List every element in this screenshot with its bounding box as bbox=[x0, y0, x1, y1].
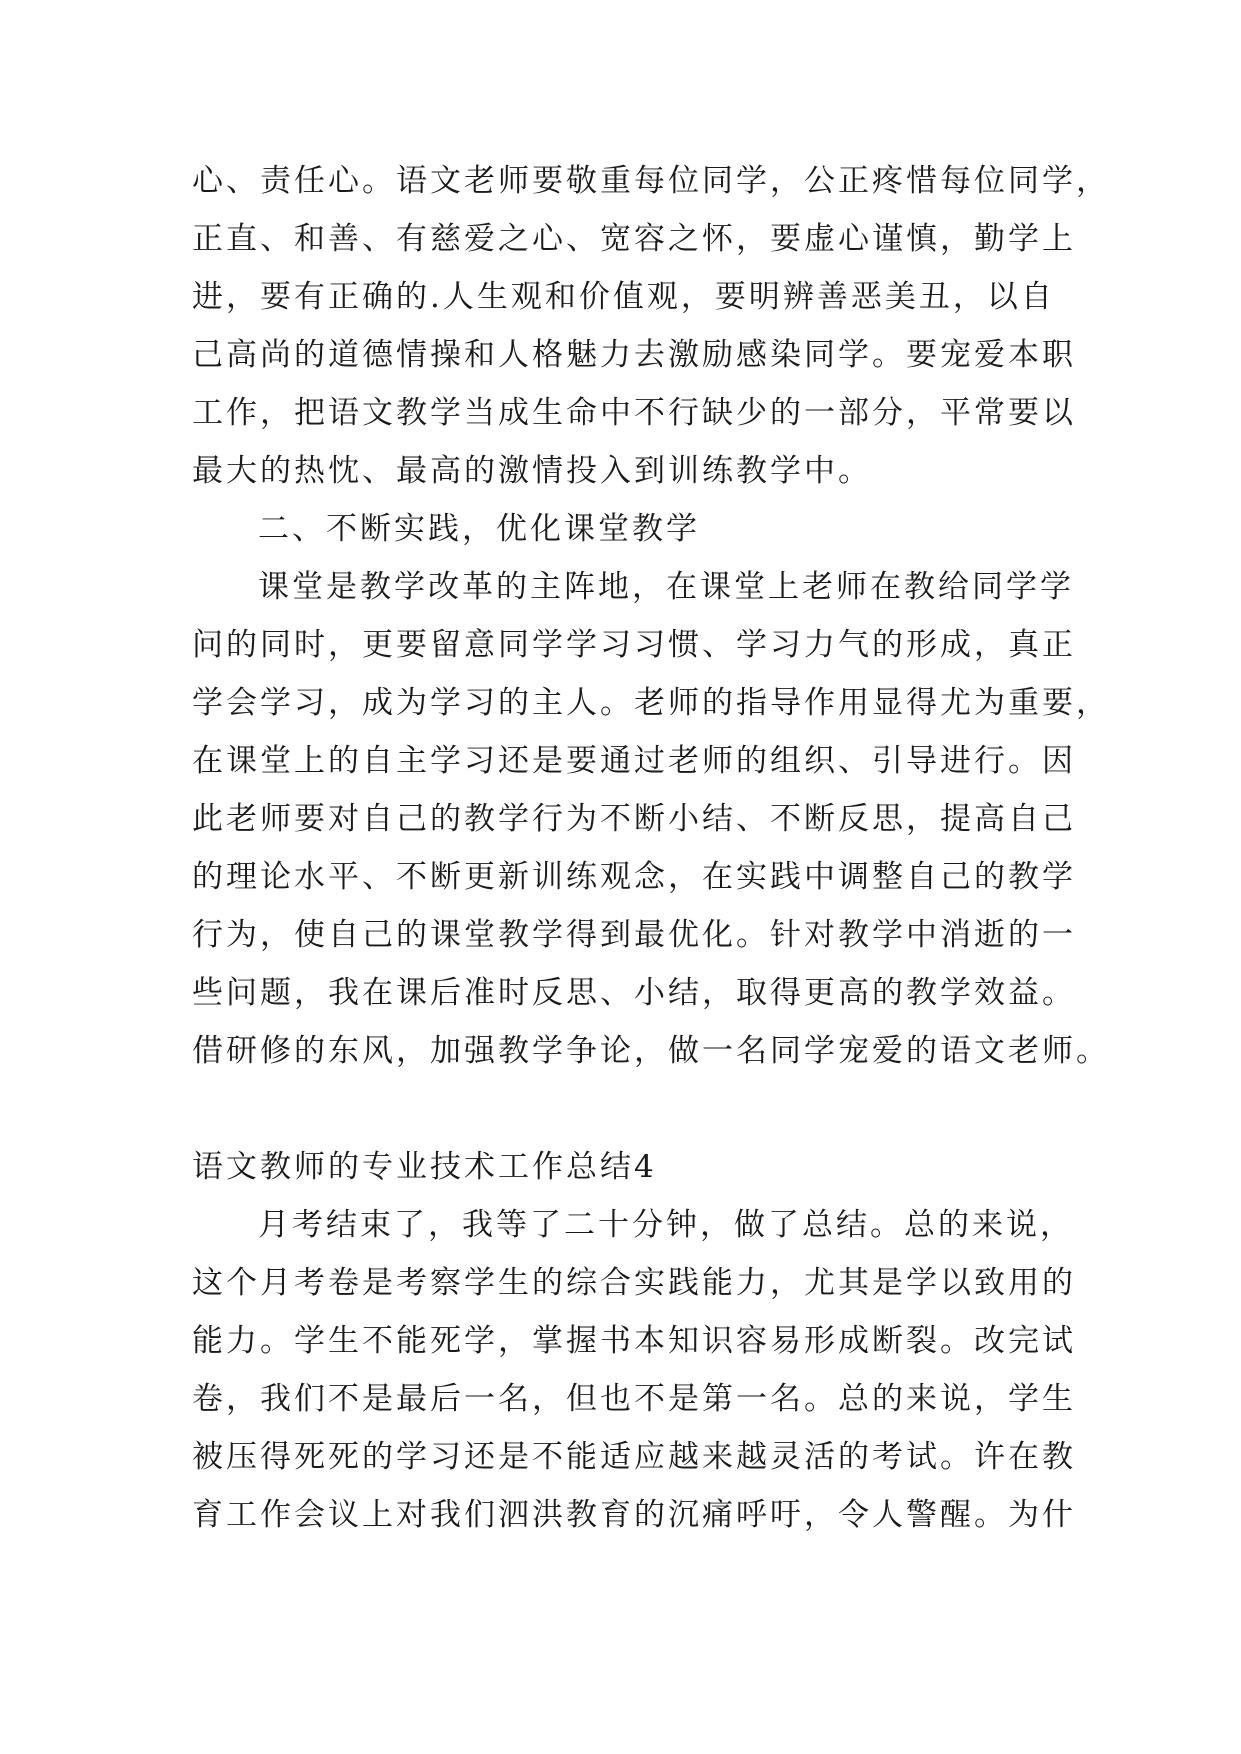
paragraph-line: 课堂是教学改革的主阵地，在课堂上老师在教给同学学 bbox=[258, 569, 1074, 605]
paragraph-line: 问的同时，更要留意同学学习习惯、学习力气的形成，真正 bbox=[192, 627, 1076, 663]
section-spacer bbox=[192, 1080, 1062, 1138]
paragraph-line: 正直、和善、有慈爱之心、宽容之怀，要虚心谨慎，勤学上 bbox=[192, 221, 1076, 257]
paragraph-line: 卷，我们不是最后一名，但也不是第一名。总的来说，学生 bbox=[192, 1381, 1076, 1417]
paragraph-line: 心、责任心。语文老师要敬重每位同学，公正疼惜每位同学， bbox=[192, 163, 1110, 199]
paragraph-line: 在课堂上的自主学习还是要通过老师的组织、引导进行。因 bbox=[192, 743, 1076, 779]
paragraph-line: 工作，把语文教学当成生命中不行缺少的一部分，平常要以 bbox=[192, 395, 1076, 431]
paragraph-line: 能力。学生不能死学，掌握书本知识容易形成断裂。改完试 bbox=[192, 1323, 1076, 1359]
document-title: 语文教师的专业技术工作总结4 bbox=[192, 1149, 657, 1185]
paragraph-line: 的理论水平、不断更新训练观念，在实践中调整自己的教学 bbox=[192, 859, 1076, 895]
paragraph-line: 这个月考卷是考察学生的综合实践能力，尤其是学以致用的 bbox=[192, 1265, 1076, 1301]
paragraph-line: 最大的热忱、最高的激情投入到训练教学中。 bbox=[192, 453, 872, 489]
paragraph-line: 育工作会议上对我们泗洪教育的沉痛呼吁，令人警醒。为什 bbox=[192, 1497, 1076, 1533]
paragraph-line: 进，要有正确的.人生观和价值观，要明辨善恶美丑，以自 bbox=[192, 279, 1055, 315]
paragraph-line: 些问题，我在课后准时反思、小结，取得更高的教学效益。 bbox=[192, 975, 1076, 1011]
paragraph-line: 此老师要对自己的教学行为不断小结、不断反思，提高自己 bbox=[192, 801, 1076, 837]
paragraph-line: 行为，使自己的课堂教学得到最优化。针对教学中消逝的一 bbox=[192, 917, 1076, 953]
document-body bbox=[192, 152, 1110, 1544]
paragraph-line: 学会学习，成为学习的主人。老师的指导作用显得尤为重要， bbox=[192, 685, 1110, 721]
paragraph-line: 借研修的东风，加强教学争论，做一名同学宠爱的语文老师。 bbox=[192, 1033, 1110, 1069]
paragraph-line: 己高尚的道德情操和人格魅力去激励感染同学。要宠爱本职 bbox=[192, 337, 1076, 373]
paragraph-line: 被压得死死的学习还是不能适应越来越灵活的考试。许在教 bbox=[192, 1439, 1076, 1475]
paragraph-line: 月考结束了，我等了二十分钟，做了总结。总的来说， bbox=[258, 1207, 1074, 1243]
section-heading: 二、不断实践，优化课堂教学 bbox=[258, 511, 700, 547]
